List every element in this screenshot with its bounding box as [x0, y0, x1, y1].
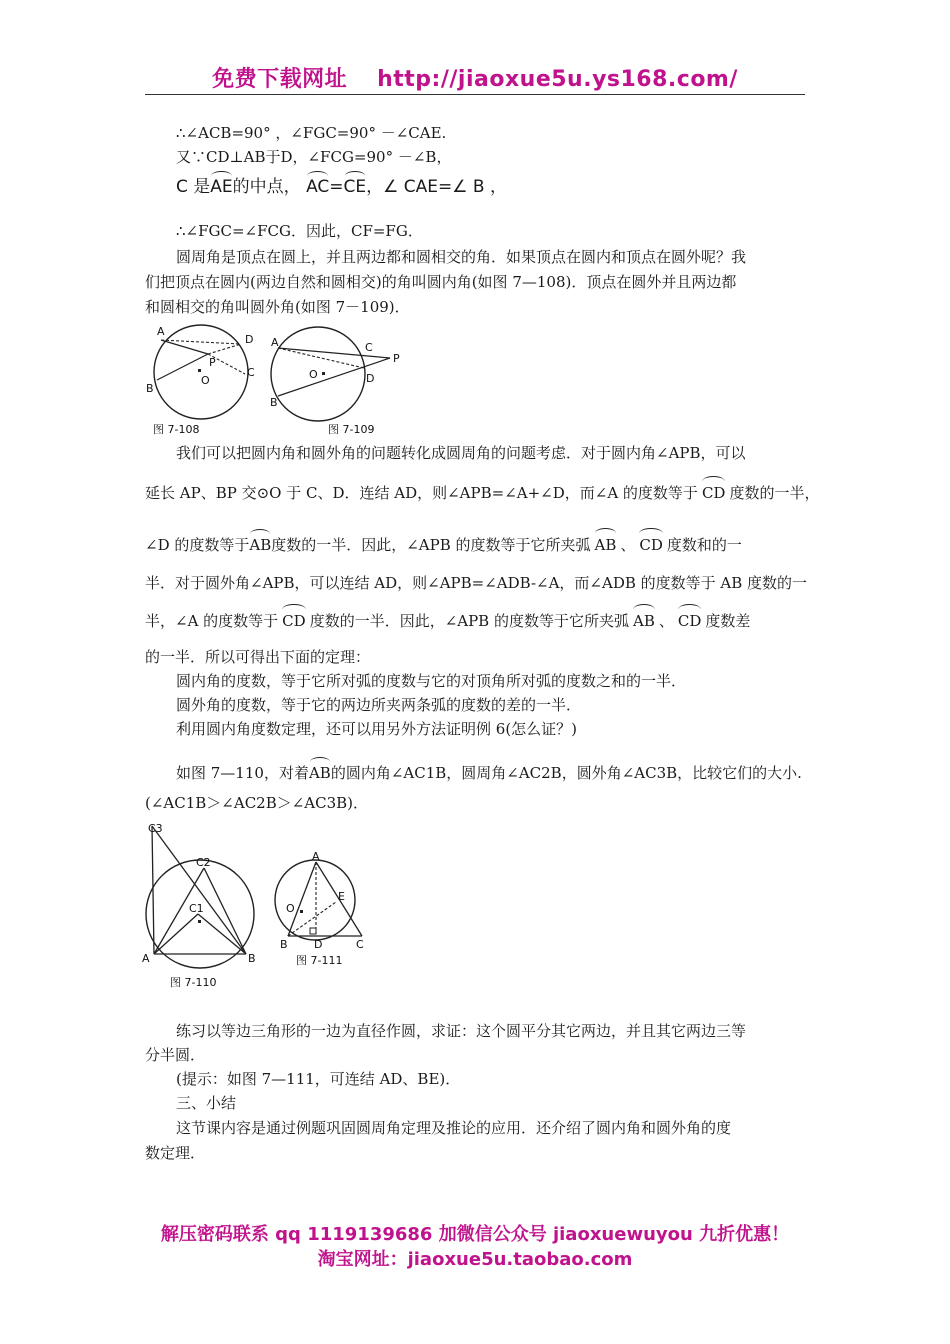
svg-text:B: B: [248, 952, 256, 965]
para2-line2: 延长 AP、BP 交⊙O 于 C、D．连结 AD，则∠APB=∠A+∠D，而∠A 的度数等于 CD 度数的一半，: [145, 476, 819, 504]
proof-line-4: ∴∠FGC=∠FCG．因此，CF=FG．: [176, 222, 423, 240]
theorem-inner-angle: 圆内角的度数，等于它所对弧的度数与它的对顶角所对弧的度数之和的一半．: [176, 672, 687, 690]
section-summary-title: 三、小结: [176, 1094, 237, 1112]
svg-text:D: D: [314, 938, 323, 951]
para1-line2: 们把顶点在圆内(两边自然和圆相交)的角叫圆内角(如图 7—108)．顶点在圆外并且两边都: [145, 273, 737, 291]
para2-line6: 的一半．所以可得出下面的定理：: [145, 648, 371, 666]
page-header: [0, 62, 950, 93]
proof-line-3: C 是AE的中点， AC=CE，∠ CAE=∠ B ，: [176, 170, 507, 198]
svg-text:C3: C3: [148, 822, 163, 835]
fig109-circle: [271, 327, 365, 421]
exercise-line1: 练习以等边三角形的一边为直径作圆，求证：这个圆平分其它两边，并且其它两边三等: [176, 1022, 747, 1040]
svg-text:B: B: [280, 938, 288, 951]
arc-ab-3: AB: [633, 604, 655, 632]
svg-text:D: D: [366, 372, 375, 385]
para2-line3: ∠D 的度数等于AB度数的一半．因此，∠APB 的度数等于它所夹弧 AB 、 CD 度数和的一: [145, 528, 742, 556]
svg-text:B: B: [270, 396, 278, 409]
svg-text:C2: C2: [196, 856, 211, 869]
header-url-link[interactable]: http://jiaoxue5u.ys168.com/: [377, 67, 738, 92]
use-line: 利用圆内角度数定理，还可以用另外方法证明例 6(怎么证？): [176, 720, 578, 738]
svg-text:O: O: [286, 902, 295, 915]
svg-text:B: B: [146, 382, 154, 395]
svg-text:P: P: [393, 352, 400, 365]
para1-line3: 和圆相交的角叫圆外角(如图 7－109)．: [145, 298, 410, 316]
footer-taobao-link[interactable]: 淘宝网址：jiaoxue5u.taobao.com: [317, 1249, 633, 1270]
figure-7-110: [140, 814, 264, 994]
svg-text:A: A: [142, 952, 150, 965]
para3-line2: (∠AC1B＞∠AC2B＞∠AC3B)．: [145, 794, 369, 812]
arc-cd-2: CD: [639, 528, 663, 556]
svg-text:A: A: [271, 336, 279, 349]
arc-ac: AC: [306, 170, 329, 198]
fig111-caption: 图 7-111: [296, 954, 343, 967]
header-label: 免费下载网址: [212, 67, 348, 92]
arc-ae: AE: [210, 170, 232, 198]
arc-ce: CE: [344, 170, 367, 198]
para3-line1: 如图 7—110，对着AB的圆内角∠AC1B，圆周角∠AC2B，圆外角∠AC3B，比较它们的大小.: [176, 756, 802, 784]
svg-text:C1: C1: [189, 902, 204, 915]
proof-line-1: ∴∠ACB=90° ，∠FGC=90° －∠CAE.: [176, 124, 447, 142]
arc-ab-1: AB: [249, 528, 271, 556]
arc-cd-4: CD: [678, 604, 702, 632]
arc-cd-1: CD: [702, 476, 726, 504]
arc-cd-3: CD: [282, 604, 306, 632]
para2-line4: 半．对于圆外角∠APB，可以连结 AD，则∠APB=∠ADB-∠A，而∠ADB 的度数等于 AB 度数的一: [145, 574, 808, 592]
arc-ab-2: AB: [595, 528, 617, 556]
svg-text:C: C: [365, 341, 373, 354]
fig108-caption: 图 7-108: [153, 423, 200, 436]
figure-7-111: [270, 850, 380, 970]
fig109-caption: 图 7-109: [328, 423, 375, 436]
para2-line1: 我们可以把圆内角和圆外角的问题转化成圆周角的问题考虑．对于圆内角∠APB，可以: [176, 444, 746, 462]
header-divider: [145, 94, 805, 95]
svg-text:D: D: [245, 333, 254, 346]
summary-line2: 数定理．: [145, 1144, 206, 1162]
figure-7-108: [143, 322, 265, 438]
svg-text:A: A: [312, 850, 320, 863]
svg-text:E: E: [338, 890, 345, 903]
svg-text:O: O: [309, 368, 318, 381]
svg-text:C: C: [247, 366, 255, 379]
hint-line: (提示：如图 7—111，可连结 AD、BE)．: [176, 1070, 461, 1088]
arc-ab-4: AB: [309, 756, 331, 784]
footer-contact: 解压密码联系 qq 1119139686 加微信公众号 jiaoxuewuyou 九折优惠！: [160, 1224, 790, 1245]
theorem-outer-angle: 圆外角的度数，等于它的两边所夹两条弧的度数的差的一半．: [176, 696, 582, 714]
exercise-line2: 分半圆．: [145, 1046, 206, 1064]
para2-line5: 半，∠A 的度数等于 CD 度数的一半．因此，∠APB 的度数等于它所夹弧 AB 、 CD 度数差: [145, 604, 750, 632]
svg-text:C: C: [356, 938, 364, 951]
svg-text:P: P: [209, 356, 216, 369]
para1-line1: 圆周角是顶点在圆上，并且两边都和圆相交的角．如果顶点在圆内和顶点在圆外呢？我: [176, 248, 747, 266]
svg-text:A: A: [157, 325, 165, 338]
proof-line-2: 又∵CD⊥AB于D，∠FCG=90° －∠B，: [176, 148, 452, 166]
figure-7-109: [266, 322, 406, 438]
fig110-caption: 图 7-110: [170, 976, 217, 989]
summary-line1: 这节课内容是通过例题巩固圆周角定理及推论的应用．还介绍了圆内角和圆外角的度: [176, 1119, 732, 1137]
svg-text:O: O: [201, 374, 210, 387]
